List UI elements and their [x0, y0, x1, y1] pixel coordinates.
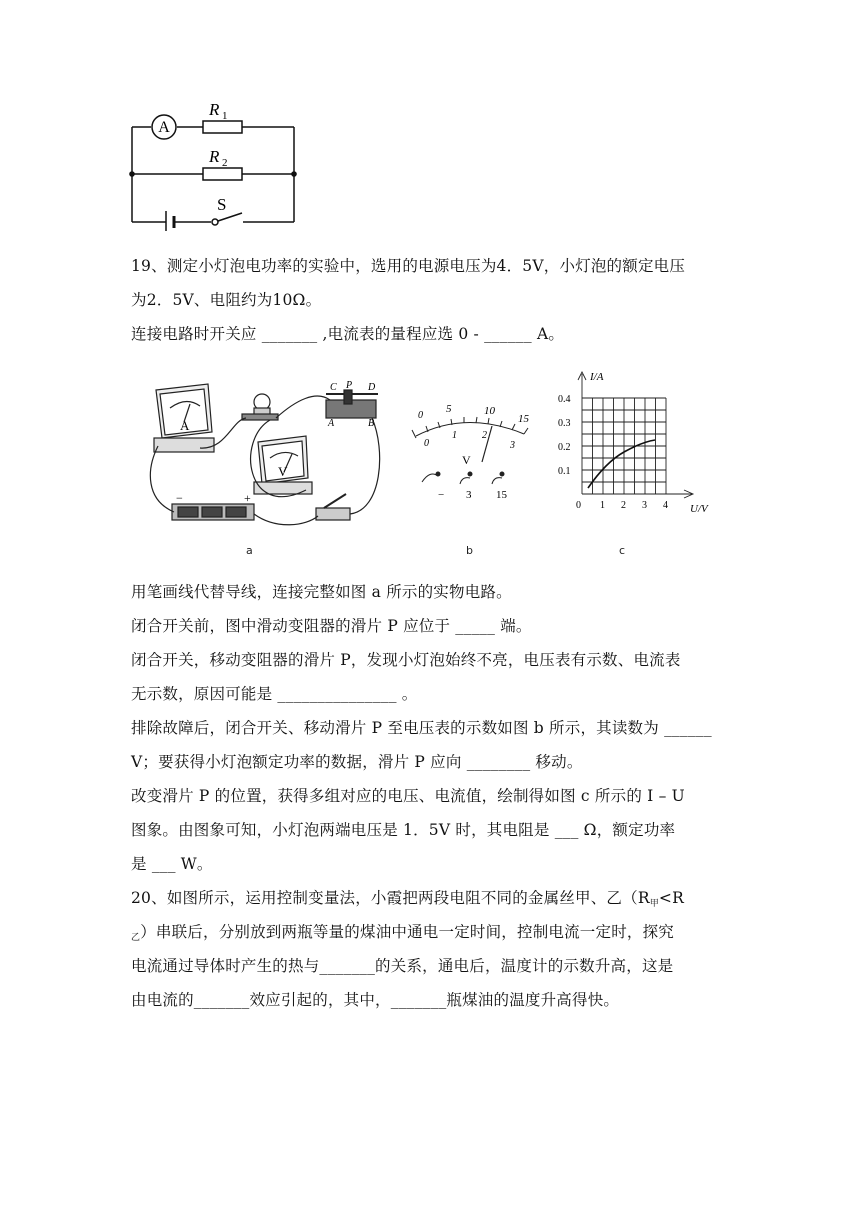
terminal-minus: − [438, 489, 445, 501]
figure-a-voltmeter-label: V [278, 464, 288, 479]
figure-a-ammeter-label: A [180, 418, 190, 433]
rheostat-label-p: P [346, 380, 353, 391]
r1-subscript: 1 [222, 110, 228, 122]
q19-line-11: 图象。由图象可知，小灯泡两端电压是 1．5V 时，其电阻是 ___ Ω，额定功率 [131, 821, 676, 839]
ammeter-label: A [158, 119, 170, 136]
scale-top-15: 15 [518, 413, 529, 425]
series-parallel-circuit-diagram [125, 96, 305, 231]
q20-line-1 [131, 888, 684, 914]
q20-line-2-text: ）串联后，分别放到两瓶等量的煤油中通电一定时间，控制电流一定时，探究 [140, 923, 675, 941]
terminal-15: 15 [496, 489, 507, 501]
switch-contact [212, 219, 218, 225]
c-xlabel: U/V [690, 503, 708, 515]
figure-a-caption: a [246, 544, 253, 557]
rheostat-label-b: B [368, 418, 375, 429]
switch-label: S [217, 195, 227, 214]
rheostat-label-a: A [328, 418, 335, 429]
q19-line-12: 是 ___ W。 [131, 855, 213, 873]
terminal-3: 3 [466, 489, 472, 501]
q20-line-1-tail: <R [658, 889, 684, 907]
figure-a-physical-circuit [146, 380, 382, 528]
q19-line-2: 为2．5V、电阻约为10Ω。 [131, 291, 322, 309]
c-ytick-0.1: 0.1 [558, 466, 571, 477]
junction-dot-right [291, 171, 297, 177]
r2-subscript: 2 [222, 157, 228, 169]
scale-top-0: 0 [418, 410, 423, 421]
q19-line-7: 无示数，原因可能是 _______________ 。 [131, 685, 418, 703]
c-xtick-2: 2 [621, 500, 626, 511]
dial-unit-v: V [462, 453, 471, 467]
q20-sub-yi: 乙 [131, 933, 141, 943]
rheostat-label-c: C [330, 382, 337, 393]
q19-line-9: V；要获得小灯泡额定功率的数据，滑片 P 应向 ________ 移动。 [131, 753, 583, 771]
scale-bottom-2: 2 [482, 430, 487, 441]
junction-dot-left [129, 171, 135, 177]
q19-line-6: 闭合开关，移动变阻器的滑片 P，发现小灯泡始终不亮，电压表有示数、电流表 [131, 651, 681, 669]
battery-minus-label: − [176, 491, 183, 505]
figure-b-voltmeter-dial [400, 392, 540, 512]
q19-line-3: 连接电路时开关应 _______ ,电流表的量程应选 0 - ______ A。 [131, 325, 565, 343]
figure-b-caption: b [466, 544, 473, 557]
figure-c-caption: c [619, 544, 626, 557]
scale-top-10: 10 [484, 405, 495, 417]
scale-top-5: 5 [446, 403, 452, 415]
q20-line-4: 由电流的_______效应引起的，其中，_______瓶煤油的温度升高得快。 [131, 991, 620, 1009]
c-ytick-0.4: 0.4 [558, 394, 571, 405]
q20-sub-jia: 甲 [649, 899, 659, 909]
switch-blade [218, 213, 242, 221]
resistor-r2-symbol [203, 168, 242, 180]
q20-line-2 [131, 922, 674, 948]
c-xtick-3: 3 [642, 500, 647, 511]
r1-label: R [209, 100, 220, 119]
c-ytick-0.3: 0.3 [558, 418, 571, 429]
figure-c-iu-graph [556, 366, 724, 516]
c-ylabel: I/A [590, 371, 604, 383]
q19-line-1: 19、测定小灯泡电功率的实验中，选用的电源电压为4．5V，小灯泡的额定电压 [131, 257, 686, 275]
q19-line-8: 排除故障后，闭合开关、移动滑片 P 至电压表的示数如图 b 所示，其读数为 ______ [131, 719, 712, 737]
scale-bottom-0: 0 [424, 438, 429, 449]
scale-bottom-3: 3 [510, 440, 515, 451]
c-xtick-1: 1 [600, 500, 605, 511]
r2-label: R [209, 147, 220, 166]
battery-plus-label: + [244, 491, 251, 505]
q19-line-4: 用笔画线代替导线，连接完整如图 a 所示的实物电路。 [131, 583, 512, 601]
c-xtick-0: 0 [576, 500, 581, 511]
q20-line-1-text: 20、如图所示，运用控制变量法，小霞把两段电阻不同的金属丝甲、乙（R [131, 889, 650, 907]
c-xtick-4: 4 [663, 500, 668, 511]
c-ytick-0.2: 0.2 [558, 442, 571, 453]
scale-bottom-1: 1 [452, 430, 457, 441]
q19-line-10: 改变滑片 P 的位置，获得多组对应的电压、电流值，绘制得如图 c 所示的 I – U [131, 787, 685, 805]
rheostat-label-d: D [368, 382, 376, 393]
resistor-r1-symbol [203, 121, 242, 133]
q19-line-5: 闭合开关前，图中滑动变阻器的滑片 P 应位于 _____ 端。 [131, 617, 532, 635]
q20-line-3: 电流通过导体时产生的热与_______的关系，通电后，温度计的示数升高，这是 [131, 957, 674, 975]
